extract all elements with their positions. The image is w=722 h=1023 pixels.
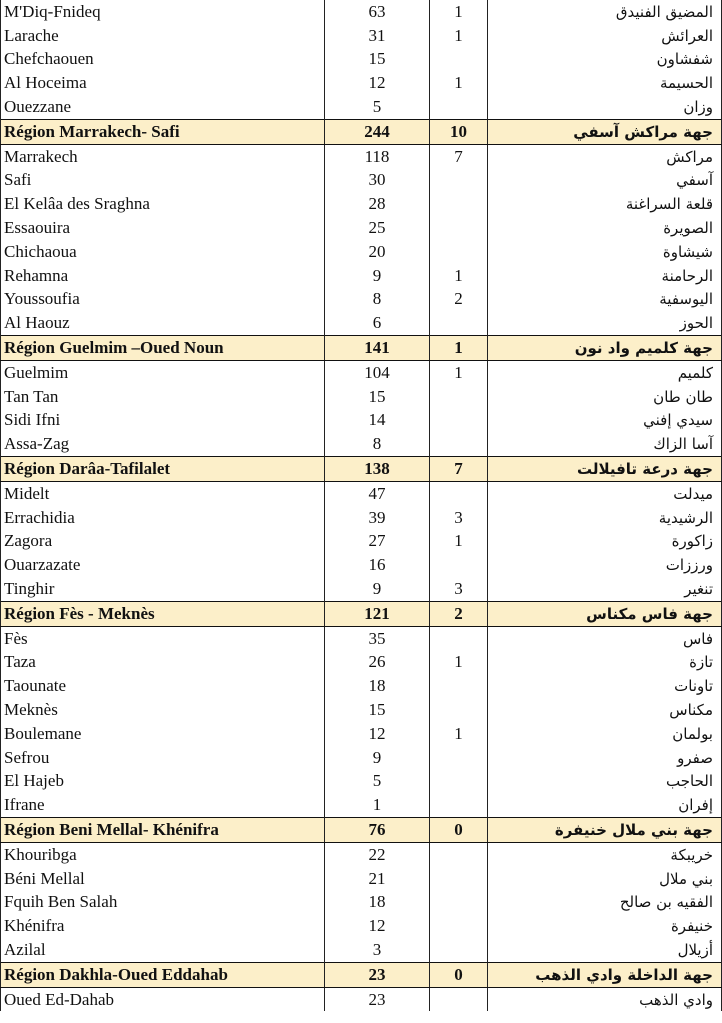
deaths-cell <box>430 481 488 505</box>
cases-cell: 3 <box>325 938 430 962</box>
cases-cell: 20 <box>325 240 430 264</box>
name-fr-cell: Ifrane <box>1 793 325 817</box>
name-fr-cell: Guelmim <box>1 360 325 384</box>
cases-cell: 5 <box>325 770 430 794</box>
table-row <box>1 577 722 601</box>
cases-cell: 76 <box>325 818 430 843</box>
name-ar-cell: الفقيه بن صالح <box>488 890 722 914</box>
cases-cell: 30 <box>325 169 430 193</box>
name-ar-cell: تنغير <box>488 577 722 601</box>
name-ar-cell: كلميم <box>488 360 722 384</box>
deaths-cell: 0 <box>430 818 488 843</box>
name-fr-cell: Essaouira <box>1 216 325 240</box>
name-ar-cell: شيشاوة <box>488 240 722 264</box>
deaths-cell <box>430 890 488 914</box>
deaths-cell: 1 <box>430 264 488 288</box>
name-ar-cell: مراكش <box>488 144 722 168</box>
name-fr-cell: Ouezzane <box>1 95 325 119</box>
name-ar-cell: آسا الزاك <box>488 432 722 456</box>
name-fr-cell: Boulemane <box>1 722 325 746</box>
name-fr-cell: Tinghir <box>1 577 325 601</box>
name-fr-cell: Oued Ed-Dahab <box>1 987 325 1011</box>
name-fr-cell: Chefchaouen <box>1 48 325 72</box>
name-ar-cell: سيدي إفني <box>488 409 722 433</box>
name-fr-cell: Fquih Ben Salah <box>1 890 325 914</box>
name-fr-cell: Ouarzazate <box>1 553 325 577</box>
table-row <box>1 0 722 24</box>
cases-cell: 244 <box>325 119 430 144</box>
deaths-cell <box>430 987 488 1011</box>
name-ar-cell: زاكورة <box>488 530 722 554</box>
name-fr-cell: Youssoufia <box>1 288 325 312</box>
name-ar-cell: جهة بني ملال خنيفرة <box>488 818 722 843</box>
table-row <box>1 95 722 119</box>
name-ar-cell: خنيفرة <box>488 914 722 938</box>
deaths-cell <box>430 914 488 938</box>
table-row <box>1 626 722 650</box>
table-row <box>1 770 722 794</box>
name-fr-cell: Meknès <box>1 698 325 722</box>
cases-cell: 21 <box>325 867 430 891</box>
cases-cell: 63 <box>325 0 430 24</box>
table-row <box>1 506 722 530</box>
region-row <box>1 119 722 144</box>
name-fr-cell: Région Dakhla-Oued Eddahab <box>1 962 325 987</box>
table-row <box>1 385 722 409</box>
name-fr-cell: Région Darâa-Tafilalet <box>1 457 325 482</box>
deaths-cell: 1 <box>430 24 488 48</box>
name-ar-cell: مكناس <box>488 698 722 722</box>
cases-cell: 8 <box>325 288 430 312</box>
cases-cell: 12 <box>325 71 430 95</box>
deaths-cell: 7 <box>430 457 488 482</box>
cases-cell: 12 <box>325 914 430 938</box>
deaths-cell <box>430 169 488 193</box>
deaths-cell: 1 <box>430 360 488 384</box>
cases-cell: 23 <box>325 987 430 1011</box>
name-fr-cell: Errachidia <box>1 506 325 530</box>
name-ar-cell: الحسيمة <box>488 71 722 95</box>
region-row <box>1 962 722 987</box>
name-ar-cell: الصويرة <box>488 216 722 240</box>
name-fr-cell: Al Hoceima <box>1 71 325 95</box>
cases-cell: 27 <box>325 530 430 554</box>
cases-cell: 8 <box>325 432 430 456</box>
name-ar-cell: صفرو <box>488 746 722 770</box>
name-fr-cell: Fès <box>1 626 325 650</box>
name-fr-cell: Région Guelmim –Oued Noun <box>1 336 325 361</box>
table-row <box>1 192 722 216</box>
name-ar-cell: تاونات <box>488 674 722 698</box>
table-row <box>1 24 722 48</box>
cases-cell: 31 <box>325 24 430 48</box>
table-row <box>1 169 722 193</box>
name-ar-cell: العرائش <box>488 24 722 48</box>
cases-cell: 9 <box>325 264 430 288</box>
name-fr-cell: Al Haouz <box>1 311 325 335</box>
name-fr-cell: Zagora <box>1 530 325 554</box>
name-fr-cell: Khouribga <box>1 842 325 866</box>
table-row <box>1 530 722 554</box>
table-row <box>1 987 722 1011</box>
deaths-cell <box>430 409 488 433</box>
cases-cell: 5 <box>325 95 430 119</box>
name-ar-cell: جهة الداخلة وادي الذهب <box>488 962 722 987</box>
table-row <box>1 216 722 240</box>
cases-cell: 141 <box>325 336 430 361</box>
name-fr-cell: Azilal <box>1 938 325 962</box>
cases-cell: 9 <box>325 746 430 770</box>
cases-cell: 121 <box>325 601 430 626</box>
deaths-cell <box>430 770 488 794</box>
deaths-cell <box>430 48 488 72</box>
table-row <box>1 48 722 72</box>
region-row <box>1 818 722 843</box>
name-ar-cell: أزيلال <box>488 938 722 962</box>
name-fr-cell: Marrakech <box>1 144 325 168</box>
deaths-cell <box>430 216 488 240</box>
name-ar-cell: اليوسفية <box>488 288 722 312</box>
deaths-cell <box>430 95 488 119</box>
deaths-cell <box>430 867 488 891</box>
cases-cell: 23 <box>325 962 430 987</box>
name-ar-cell: جهة مراكش آسفي <box>488 119 722 144</box>
cases-cell: 118 <box>325 144 430 168</box>
table-row <box>1 674 722 698</box>
table-row <box>1 311 722 335</box>
name-fr-cell: Safi <box>1 169 325 193</box>
deaths-cell <box>430 385 488 409</box>
name-fr-cell: Taza <box>1 651 325 675</box>
name-fr-cell: Rehamna <box>1 264 325 288</box>
table-row <box>1 890 722 914</box>
table-row <box>1 481 722 505</box>
name-ar-cell: بني ملال <box>488 867 722 891</box>
name-fr-cell: Région Fès - Meknès <box>1 601 325 626</box>
name-ar-cell: الحوز <box>488 311 722 335</box>
name-fr-cell: Sefrou <box>1 746 325 770</box>
table-row <box>1 264 722 288</box>
name-ar-cell: الرشيدية <box>488 506 722 530</box>
cases-cell: 22 <box>325 842 430 866</box>
deaths-cell: 2 <box>430 288 488 312</box>
deaths-cell: 0 <box>430 962 488 987</box>
name-ar-cell: شفشاون <box>488 48 722 72</box>
table-body <box>1 0 722 1011</box>
cases-cell: 18 <box>325 890 430 914</box>
deaths-cell: 10 <box>430 119 488 144</box>
table-row <box>1 71 722 95</box>
table-row <box>1 722 722 746</box>
cases-cell: 28 <box>325 192 430 216</box>
name-fr-cell: Chichaoua <box>1 240 325 264</box>
name-ar-cell: إفران <box>488 793 722 817</box>
cases-cell: 1 <box>325 793 430 817</box>
deaths-cell <box>430 938 488 962</box>
name-fr-cell: M'Diq-Fnideq <box>1 0 325 24</box>
name-ar-cell: جهة كلميم واد نون <box>488 336 722 361</box>
deaths-cell: 1 <box>430 336 488 361</box>
table-row <box>1 144 722 168</box>
deaths-cell <box>430 192 488 216</box>
deaths-cell <box>430 674 488 698</box>
table-row <box>1 553 722 577</box>
name-ar-cell: وادي الذهب <box>488 987 722 1011</box>
name-ar-cell: الحاجب <box>488 770 722 794</box>
name-ar-cell: الرحامنة <box>488 264 722 288</box>
name-ar-cell: طان طان <box>488 385 722 409</box>
cases-cell: 14 <box>325 409 430 433</box>
cases-cell: 16 <box>325 553 430 577</box>
cases-cell: 6 <box>325 311 430 335</box>
cases-cell: 15 <box>325 48 430 72</box>
cases-cell: 39 <box>325 506 430 530</box>
name-ar-cell: جهة فاس مكناس <box>488 601 722 626</box>
region-row <box>1 457 722 482</box>
name-ar-cell: قلعة السراغنة <box>488 192 722 216</box>
table-row <box>1 288 722 312</box>
name-fr-cell: Béni Mellal <box>1 867 325 891</box>
table-row <box>1 240 722 264</box>
name-ar-cell: تازة <box>488 651 722 675</box>
table-row <box>1 698 722 722</box>
cases-cell: 26 <box>325 651 430 675</box>
deaths-cell <box>430 626 488 650</box>
name-ar-cell: خريبكة <box>488 842 722 866</box>
table-row <box>1 651 722 675</box>
name-ar-cell: ورززات <box>488 553 722 577</box>
deaths-cell <box>430 432 488 456</box>
cases-cell: 138 <box>325 457 430 482</box>
deaths-cell <box>430 746 488 770</box>
table-row <box>1 867 722 891</box>
deaths-cell: 2 <box>430 601 488 626</box>
cases-cell: 35 <box>325 626 430 650</box>
name-fr-cell: Taounate <box>1 674 325 698</box>
table-row <box>1 842 722 866</box>
deaths-cell <box>430 842 488 866</box>
name-ar-cell: فاس <box>488 626 722 650</box>
name-ar-cell: وزان <box>488 95 722 119</box>
deaths-cell <box>430 240 488 264</box>
deaths-cell <box>430 553 488 577</box>
name-ar-cell: ميدلت <box>488 481 722 505</box>
table-row <box>1 914 722 938</box>
cases-cell: 18 <box>325 674 430 698</box>
deaths-cell: 1 <box>430 0 488 24</box>
table-row <box>1 938 722 962</box>
deaths-cell: 3 <box>430 506 488 530</box>
cases-cell: 15 <box>325 385 430 409</box>
deaths-cell: 1 <box>430 71 488 95</box>
region-row <box>1 601 722 626</box>
name-fr-cell: El Hajeb <box>1 770 325 794</box>
name-fr-cell: Tan Tan <box>1 385 325 409</box>
name-ar-cell: جهة درعة تافيلالت <box>488 457 722 482</box>
table-row <box>1 409 722 433</box>
cases-cell: 9 <box>325 577 430 601</box>
deaths-cell: 3 <box>430 577 488 601</box>
name-fr-cell: Région Marrakech- Safi <box>1 119 325 144</box>
deaths-cell: 1 <box>430 722 488 746</box>
table-row <box>1 360 722 384</box>
cases-cell: 12 <box>325 722 430 746</box>
cases-cell: 25 <box>325 216 430 240</box>
name-fr-cell: Larache <box>1 24 325 48</box>
table-row <box>1 432 722 456</box>
cases-cell: 47 <box>325 481 430 505</box>
name-fr-cell: El Kelâa des Sraghna <box>1 192 325 216</box>
table-row <box>1 746 722 770</box>
cases-cell: 104 <box>325 360 430 384</box>
name-ar-cell: المضيق الفنيدق <box>488 0 722 24</box>
deaths-cell: 7 <box>430 144 488 168</box>
name-ar-cell: بولمان <box>488 722 722 746</box>
name-ar-cell: آسفي <box>488 169 722 193</box>
name-fr-cell: Midelt <box>1 481 325 505</box>
region-row <box>1 336 722 361</box>
name-fr-cell: Khénifra <box>1 914 325 938</box>
name-fr-cell: Sidi Ifni <box>1 409 325 433</box>
deaths-cell <box>430 793 488 817</box>
name-fr-cell: Assa-Zag <box>1 432 325 456</box>
deaths-cell: 1 <box>430 651 488 675</box>
deaths-cell <box>430 698 488 722</box>
cases-cell: 15 <box>325 698 430 722</box>
deaths-cell: 1 <box>430 530 488 554</box>
table-row <box>1 793 722 817</box>
name-fr-cell: Région Beni Mellal- Khénifra <box>1 818 325 843</box>
deaths-cell <box>430 311 488 335</box>
